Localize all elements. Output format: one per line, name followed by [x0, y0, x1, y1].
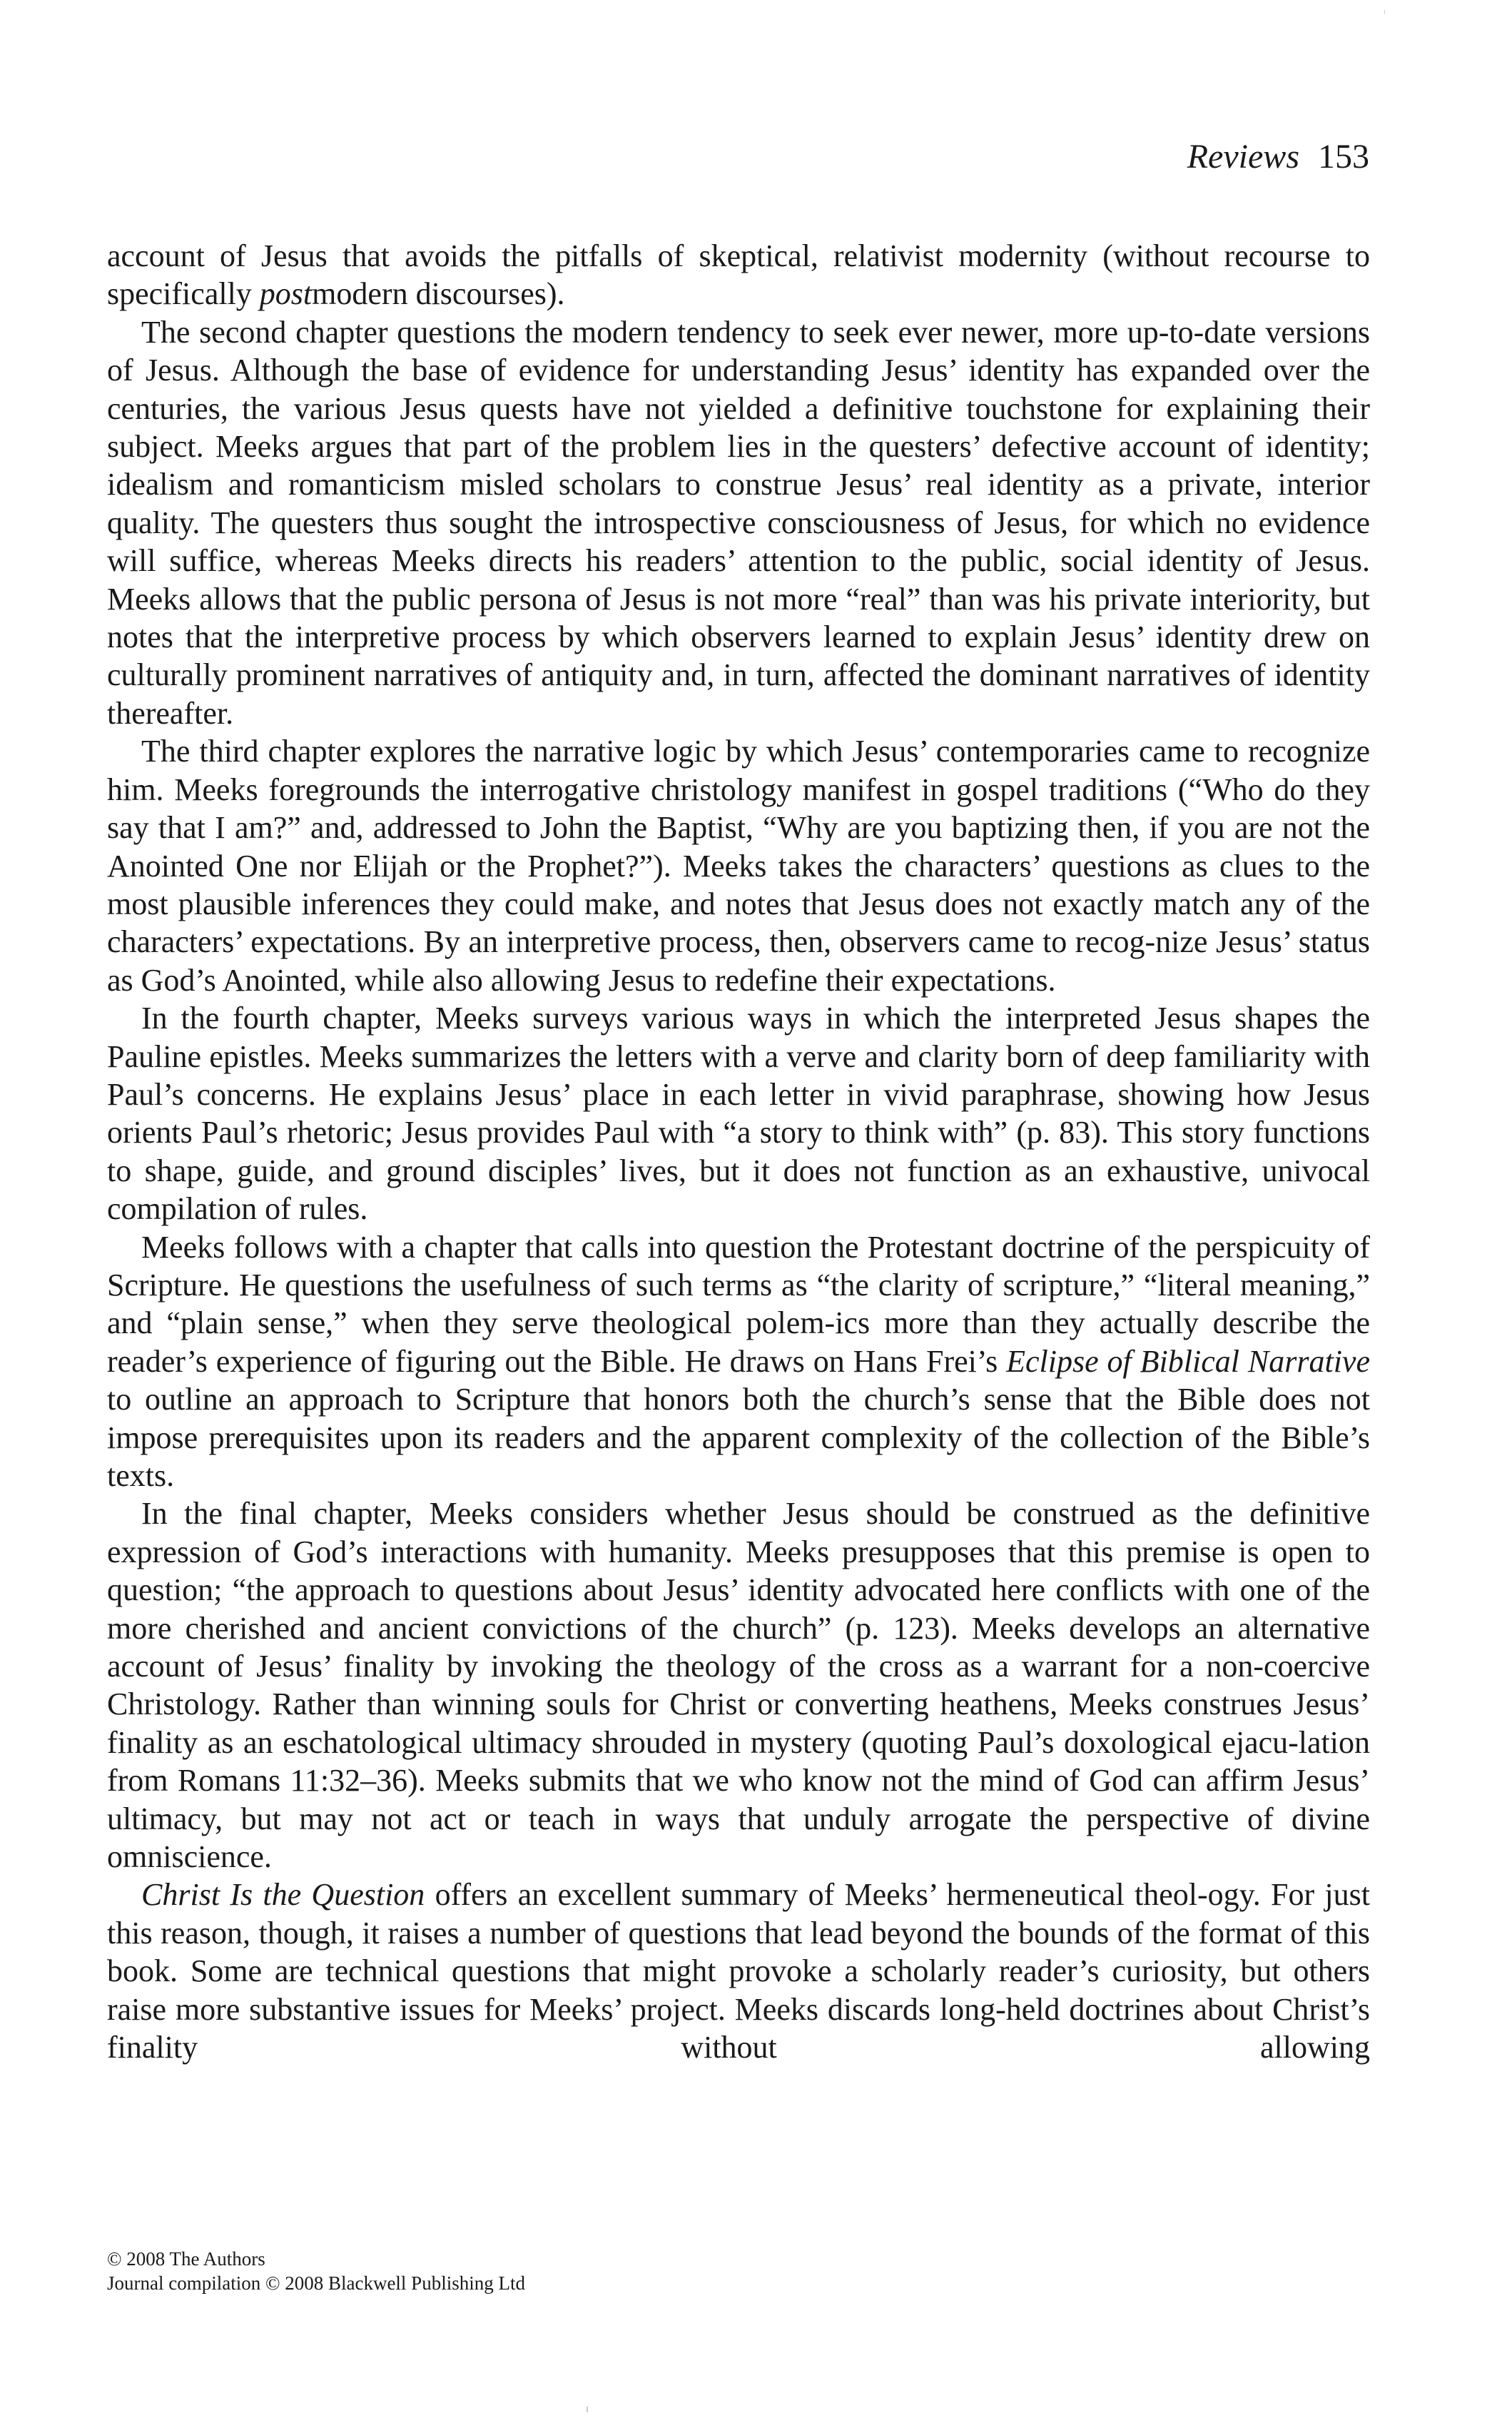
paragraph-text: account of Jesus that avoids the pitfalls of skeptical, relativist modernity (without recourse to specifically	[107, 238, 1370, 312]
paragraph	[107, 313, 1370, 732]
copyright-line: © 2008 The Authors	[107, 2248, 265, 2270]
paragraph	[107, 1876, 1370, 2066]
paragraph-text: The third chapter explores the narrative logic by which Jesus’ contemporaries came to recognize him. Meeks foregrounds the interrogative christology manifest in gospel traditions (“Who do they say that I am?” and, addressed to John the Baptist, “Why are you baptizing then, if you are not the Anointed One nor Elijah or the Prophet?”). Meeks takes the characters’ questions as clues to the most plausible inferences they could make, and notes that Jesus does not exactly match any of the characters’ expectations. By an interpretive process, then, observers came to recog-nize Jesus’ status as God’s Anointed, while also allowing Jesus to redefine their expectations.	[107, 734, 1370, 998]
running-head	[1187, 140, 1369, 174]
paragraph-text: The second chapter questions the modern tendency to seek ever newer, more up-to-date versions of Jesus. Although the base of evidence for understanding Jesus’ identity has expanded over the centuries, the various Jesus quests have not yielded a definitive touchstone for explaining their subject. Meeks argues that part of the problem lies in the questers’ defective account of identity; idealism and romanticism misled scholars to construe Jesus’ real identity as a private, interior quality. The questers thus sought the introspective consciousness of Jesus, for which no evidence will suffice, whereas Meeks directs his readers’ attention to the public, social identity of Jesus. Meeks allows that the public persona of Jesus is not more “real” than was his private interiority, but notes that the interpretive process by which observers learned to explain Jesus’ identity drew on culturally prominent narratives of antiquity and, in turn, affected the dominant narratives of identity thereafter.	[107, 314, 1370, 731]
copyright-footer	[107, 2247, 525, 2295]
paragraph	[107, 1494, 1370, 1876]
section-title: Reviews	[1187, 138, 1299, 176]
paragraph-text: Meeks follows with a chapter that calls into question the Protestant doctrine of the perspicuity of Scripture. He questions the usefulness of such terms as “the clarity of scripture,” “literal meaning,” and “plain sense,” when they serve theological polem-ics more than they actually describe the reader’s experience of figuring out the Bible. He draws on Hans Frei’s	[107, 1229, 1370, 1379]
journal-compilation-line: Journal compilation © 2008 Blackwell Publishing Ltd	[107, 2272, 525, 2294]
italic-text: post	[259, 276, 313, 312]
scan-mark	[1384, 10, 1385, 14]
paragraph-text: In the final chapter, Meeks considers whether Jesus should be construed as the definitive expression of God’s interactions with humanity. Meeks presupposes that this premise is open to question; “the approach to questions about Jesus’ identity advocated here conflicts with one of the more cherished and ancient convictions of the church” (p. 123). Meeks develops an alternative account of Jesus’ finality by invoking the theology of the cross as a warrant for a non-coercive Christology. Rather than winning souls for Christ or converting heathens, Meeks construes Jesus’ finality as an eschatological ultimacy shrouded in mystery (quoting Paul’s doxological ejacu-lation from Romans 11:32–36). Meeks submits that we who know not the mind of God can affirm Jesus’ ultimacy, but may not act or teach in ways that unduly arrogate the perspective of divine omniscience.	[107, 1496, 1370, 1875]
paragraph-text: In the fourth chapter, Meeks surveys various ways in which the interpreted Jesus shapes the Pauline epistles. Meeks summarizes the letters with a verve and clarity born of deep familiarity with Paul’s concerns. He explains Jesus’ place in each letter in vivid paraphrase, showing how Jesus orients Paul’s rhetoric; Jesus provides Paul with “a story to think with” (p. 83). This story functions to shape, guide, and ground disciples’ lives, but it does not function as an exhaustive, univocal compilation of rules.	[107, 1001, 1370, 1227]
review-body	[107, 237, 1370, 2067]
italic-text: Eclipse of Biblical Narrative	[1006, 1343, 1370, 1379]
paragraph	[107, 999, 1370, 1228]
paragraph	[107, 1228, 1370, 1495]
paragraph-text: offers an excellent summary of Meeks’ hermeneutical theol-ogy. For just this reason, though, it raises a number of questions that lead beyond the bounds of the format of this book. Some are technical questions that might provoke a scholarly reader’s curiosity, but others raise more substantive issues for Meeks’ project. Meeks discards long-held doctrines about Christ’s finality without allowing	[107, 1877, 1370, 2065]
paragraph	[107, 732, 1370, 999]
page-number: 153	[1318, 138, 1369, 176]
scan-mark	[587, 2407, 588, 2412]
paragraph-text: modern discourses).	[312, 276, 565, 312]
paragraph-text: to outline an approach to Scripture that honors both the church’s sense that the Bible does not impose prerequisites upon its readers and the apparent complexity of the collection of the Bible’s texts.	[107, 1382, 1370, 1493]
paragraph	[107, 237, 1370, 313]
italic-text: Christ Is the Question	[141, 1877, 425, 1913]
